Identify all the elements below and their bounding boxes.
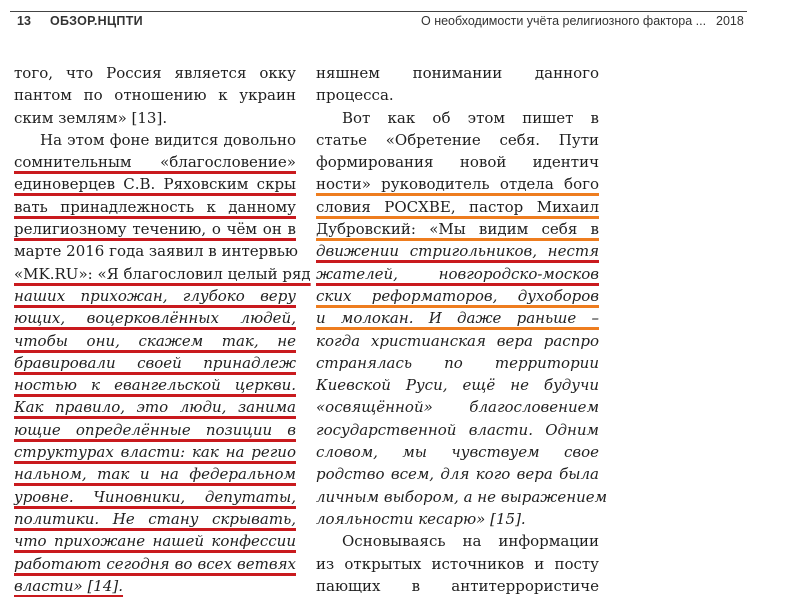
text-line — [316, 530, 599, 552]
text-line-content: словия РОСХВЕ, пастор Михаил — [316, 197, 599, 216]
text-line — [14, 419, 296, 441]
text-line — [316, 196, 599, 218]
text-line — [316, 151, 599, 173]
text-line-content: уровне. Чиновники, депутаты, — [14, 487, 296, 506]
text-line-content: ющие определённые позиции в — [14, 420, 296, 439]
text-line — [14, 575, 296, 597]
text-line — [316, 62, 599, 84]
text-line-content: когда христианская вера распро — [316, 331, 599, 350]
text-line-content: пантом по отношению к украин — [14, 86, 296, 105]
text-line — [14, 396, 296, 418]
text-line-content: Киевской Руси, ещё не будучи — [316, 376, 599, 395]
text-line — [14, 486, 296, 508]
text-line-content: ских реформаторов, духоборов — [316, 286, 599, 305]
text-line-content: того, что Россия является окку — [14, 64, 296, 82]
text-line-content: из открытых источников и посту — [316, 554, 599, 573]
text-line-content: процесса. — [316, 86, 394, 105]
text-line-content: личным выбором, а не выражением — [316, 487, 608, 506]
text-line-content: словом, мы чувствуем свое — [316, 443, 599, 462]
text-line — [316, 263, 599, 285]
text-line-content: структурах власти: как на регио — [14, 443, 296, 462]
text-line — [316, 107, 599, 129]
text-line — [14, 62, 296, 84]
text-line-content: Как правило, это люди, занима — [14, 398, 296, 417]
issue-year: 2018 — [716, 14, 744, 28]
text-line-content: «освящённой» благословением — [316, 398, 599, 417]
text-line-content: Дубровский: «Мы видим себя в — [316, 220, 599, 239]
text-line — [14, 508, 296, 530]
text-line-content: пающих в антитеррористиче — [316, 576, 599, 595]
text-line-content: Вот как об этом пишет в — [342, 108, 599, 127]
text-line — [316, 352, 599, 374]
text-line — [316, 486, 608, 508]
text-line-content: вать принадлежность к данному — [14, 197, 296, 216]
page-number: 13 — [17, 14, 31, 28]
text-line-content: ющих, воцерковлённых людей, — [14, 309, 296, 328]
text-line-content: нальном, так и на федеральном — [14, 465, 296, 484]
text-line-content: религиозному течению, о чём он в — [14, 220, 296, 239]
text-column-left — [14, 62, 311, 597]
text-line — [14, 307, 296, 329]
text-line — [316, 218, 599, 240]
text-line-content: ностью к евангельской церкви. — [14, 376, 296, 395]
text-line — [316, 129, 599, 151]
text-line — [316, 396, 599, 418]
text-line-content: чтобы они, скажем так, не — [14, 331, 296, 350]
text-line — [316, 575, 599, 597]
text-line-content: работают сегодня во всех ветвях — [14, 554, 296, 573]
text-line — [14, 129, 296, 151]
text-line-content: наших прихожан, глубоко веру — [14, 286, 296, 305]
text-line — [14, 84, 296, 106]
text-line — [316, 374, 599, 396]
text-line-content: сомнительным «благословение» — [14, 153, 296, 172]
text-line — [14, 263, 311, 285]
text-line-content: родство всем, для кого вера была — [316, 465, 599, 484]
text-line-content: На этом фоне видится довольно — [40, 130, 296, 149]
text-line — [14, 352, 296, 374]
text-line-content: лояльности кесарю» [15]. — [316, 509, 526, 528]
journal-brand: ОБЗОР.НЦПТИ — [50, 14, 143, 28]
text-line-content: ности» руководитель отдела бого — [316, 175, 599, 194]
text-line — [14, 107, 296, 129]
text-line — [316, 441, 599, 463]
text-line — [14, 240, 296, 262]
running-header — [0, 0, 793, 38]
text-line-content: и молокан. И даже раньше – — [316, 309, 599, 328]
text-line-content: марте 2016 года заявил в интервью — [14, 242, 298, 261]
text-line-content: политики. Не стану скрывать, — [14, 509, 296, 528]
text-line — [316, 240, 599, 262]
text-line — [14, 330, 296, 352]
text-line-content: власти» [14]. — [14, 576, 124, 595]
article-running-title: О необходимости учёта религиозного фактора ... — [421, 14, 707, 28]
text-line — [14, 530, 296, 552]
text-line — [316, 463, 599, 485]
text-line — [14, 196, 296, 218]
header-rule — [10, 11, 747, 12]
text-line-content: движении стригольников, нестя — [316, 242, 599, 261]
text-line — [14, 218, 296, 240]
text-line — [316, 173, 599, 195]
text-line — [316, 419, 599, 441]
text-line-content: няшнем понимании данного — [316, 64, 599, 82]
text-line-content: жателей, новгородско-москов — [316, 264, 599, 283]
text-line-content: «MK.RU»: «Я благословил целый ряд — [14, 264, 311, 283]
text-line — [14, 553, 296, 575]
text-line — [316, 307, 599, 329]
text-line — [316, 285, 599, 307]
text-line — [316, 553, 599, 575]
text-line — [316, 508, 599, 530]
text-line-content: единоверцев С.В. Ряховским скры — [14, 175, 296, 194]
text-line-content: Основываясь на информации — [342, 532, 599, 551]
text-line — [14, 463, 296, 485]
text-line — [316, 84, 599, 106]
text-line — [14, 173, 296, 195]
text-line-content: статье «Обретение себя. Пути — [316, 130, 599, 149]
text-line-content: ским землям» [13]. — [14, 108, 168, 127]
text-line — [316, 330, 599, 352]
text-line-content: формирования новой идентич — [316, 153, 599, 172]
text-line — [14, 285, 296, 307]
text-line — [14, 441, 296, 463]
text-line-content: странялась по территории — [316, 353, 599, 372]
text-line — [14, 374, 296, 396]
text-line-content: что прихожане нашей конфессии — [14, 532, 296, 551]
text-line — [14, 151, 296, 173]
text-line-content: государственной власти. Одним — [316, 420, 599, 439]
text-line-content: бравировали своей принадлеж — [14, 353, 296, 372]
text-column-right — [316, 62, 608, 597]
